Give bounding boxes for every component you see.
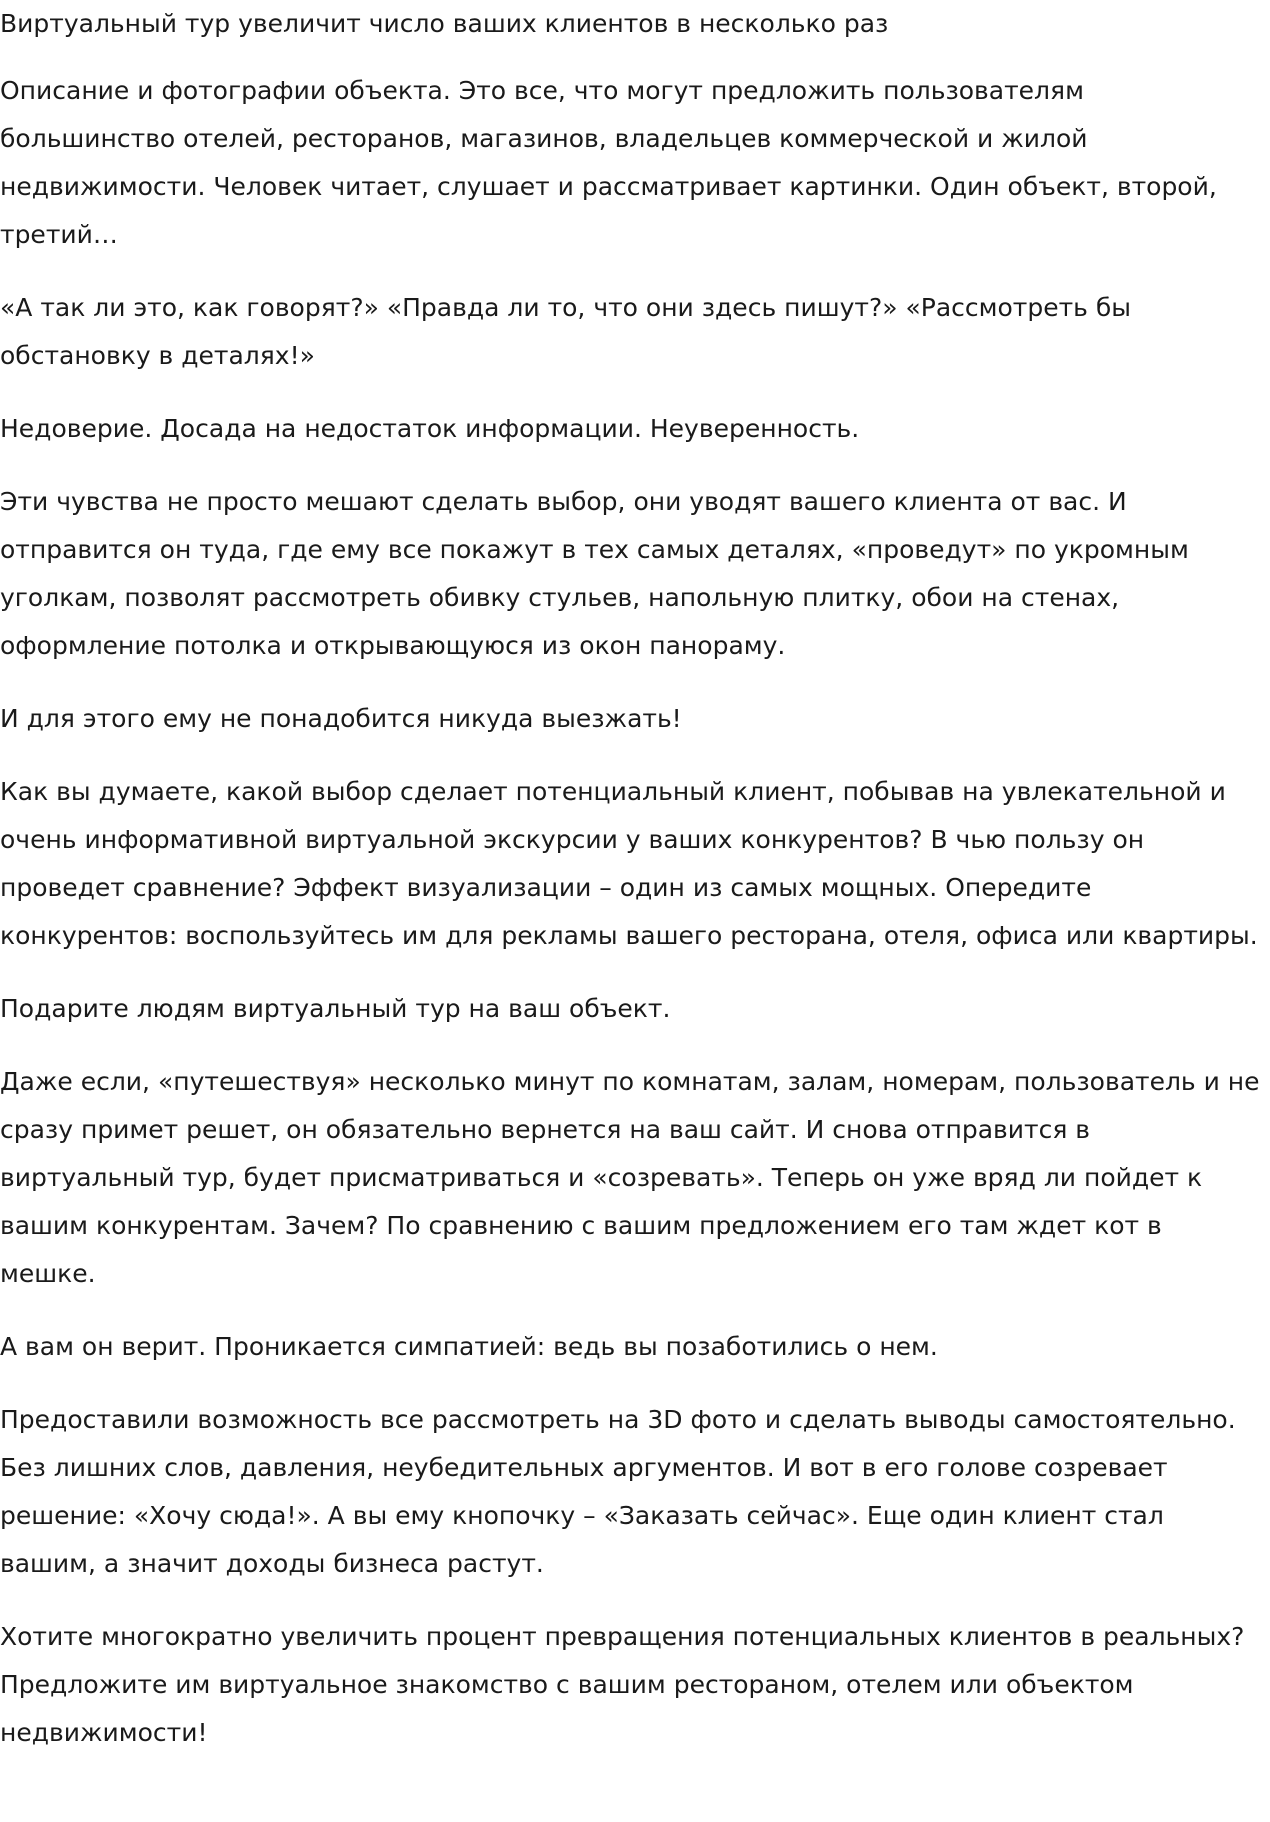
paragraph-4: Эти чувства не просто мешают сделать выбор, они уводят вашего клиента от вас. И отправится он туда, где ему все покажут в тех самых деталях, «проведут» по укромным уголкам, позволят рассмотреть обивку стульев, напольную плитку, обои на стенах, оформление потолка и открывающуюся из окон панораму. [0, 487, 1189, 660]
paragraph-5: И для этого ему не понадобится никуда выезжать! [0, 704, 682, 733]
paragraph-10: Предоставили возможность все рассмотреть на 3D фото и сделать выводы самостоятельно. Без лишних слов, давления, неубедительных аргументов. И вот в его голове созревает решение: «Хочу сюда!». А вы ему кнопочку – «Заказать сейчас». Еще один клиент стал вашим, а значит доходы бизнеса растут. [0, 1405, 1236, 1578]
paragraph-6: Как вы думаете, какой выбор сделает потенциальный клиент, побывав на увлекательной и очень информативной виртуальной экскурсии у ваших конкурентов? В чью пользу он проведет сравнение? Эффект визуализации – один из самых мощных. Опередите конкурентов: воспользуйтесь им для рекламы вашего ресторана, отеля, офиса или квартиры. [0, 777, 1258, 950]
paragraph-9: А вам он верит. Проникается симпатией: ведь вы позаботились о нем. [0, 1332, 938, 1361]
paragraph-11: Хотите многократно увеличить процент превращения потенциальных клиентов в реальных? Предложите им виртуальное знакомство с вашим рестораном, отелем или объектом недвижимости! [0, 1622, 1245, 1747]
paragraph-2: «А так ли это, как говорят?» «Правда ли то, что они здесь пишут?» «Рассмотреть бы обстановку в деталях!» [0, 293, 1132, 370]
paragraph-1: Описание и фотографии объекта. Это все, что могут предложить пользователям большинство отелей, ресторанов, магазинов, владельцев коммерческой и жилой недвижимости. Человек читает, слушает и рассматривает картинки. Один объект, второй, третий… [0, 76, 1217, 249]
article-title: Виртуальный тур увеличит число ваших клиентов в несколько раз [0, 9, 889, 38]
paragraph-8: Даже если, «путешествуя» несколько минут по комнатам, залам, номерам, пользователь и не сразу примет решет, он обязательно вернется на ваш сайт. И снова отправится в виртуальный тур, будет присматриваться и «созревать». Теперь он уже вряд ли пойдет к вашим конкурентам. Зачем? По сравнению с вашим предложением его там ждет кот в мешке. [0, 1067, 1260, 1288]
paragraph-3: Недоверие. Досада на недостаток информации. Неуверенность. [0, 414, 860, 443]
paragraph-7: Подарите людям виртуальный тур на ваш объект. [0, 994, 671, 1023]
